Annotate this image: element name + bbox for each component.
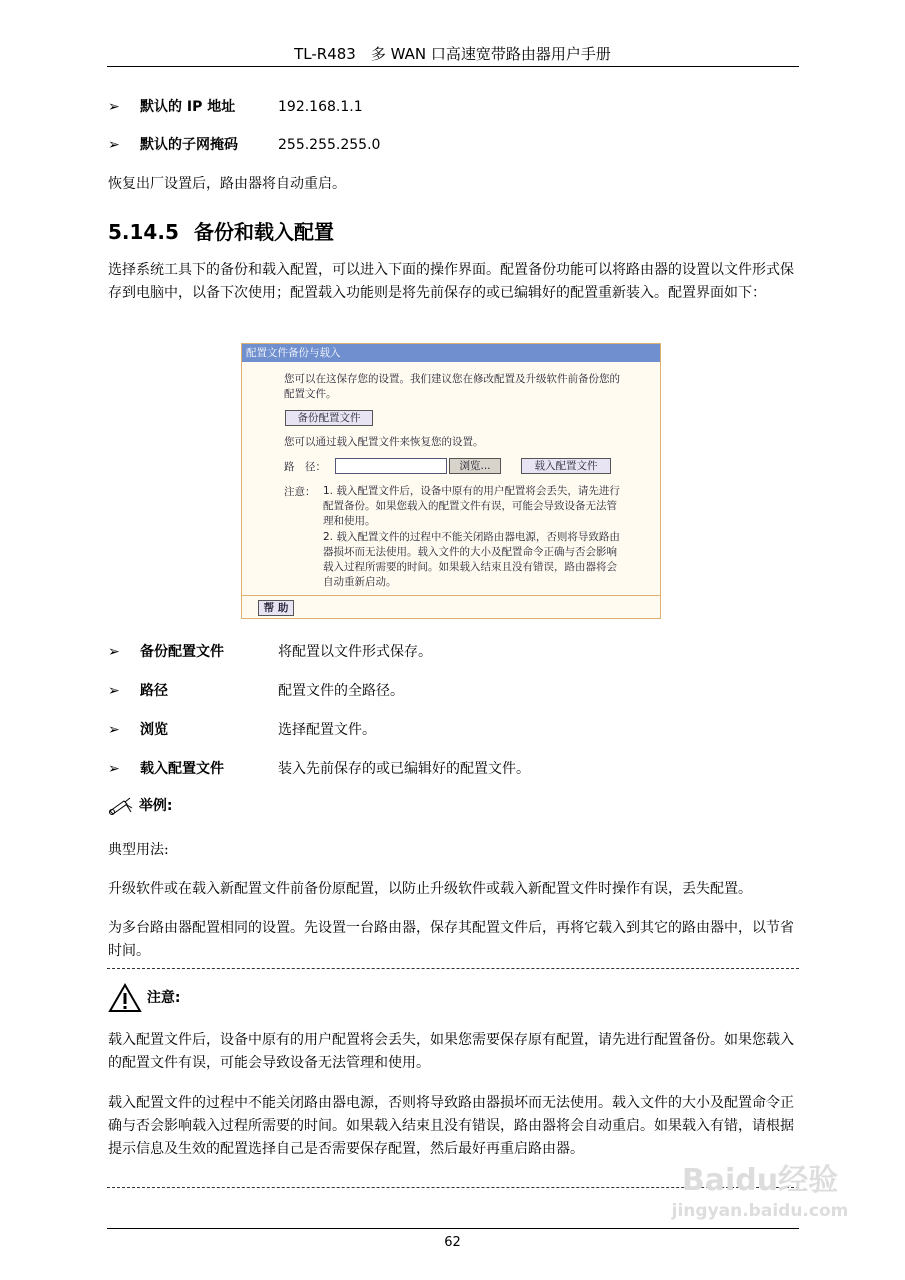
note-2: 2. 载入配置文件的过程中不能关闭路由器电源，否则将导致路由器损坏而无法使用。载入文件的大小及配置命令正确与否会影响载入过程所需要的时间。如果载入结束且没有错误，路由器将会自动重新启动。 bbox=[323, 531, 620, 588]
note-1: 1. 载入配置文件后，设备中原有的用户配置将会丢失，请先进行配置备份。如果您载入的配置文件有误，可能会导致设备无法管理和使用。 bbox=[323, 485, 620, 527]
load-config-button[interactable]: 载入配置文件 bbox=[521, 458, 611, 474]
page-header: TL-R483 多 WAN 口高速宽带路由器用户手册 bbox=[294, 45, 611, 63]
default-mask: ➢ 默认的子网掩码 255.255.255.0 bbox=[108, 137, 381, 153]
dialog-title: 配置文件备份与载入 bbox=[242, 344, 660, 362]
item-browse: ➢ 浏览 选择配置文件。 bbox=[108, 722, 376, 738]
scroll-pen-icon bbox=[108, 796, 134, 816]
notice-heading: 注意: bbox=[108, 983, 180, 1013]
dialog-footer-rule bbox=[242, 595, 660, 596]
example-para-1: 升级软件或在载入新配置文件前备份原配置，以防止升级软件或载入新配置文件时操作有误，丢失配置。 bbox=[108, 881, 752, 897]
backup-description: 您可以在这保存您的设置。我们建议您在修改配置及升级软件前备份您的配置文件。 bbox=[284, 373, 620, 400]
restore-description: 您可以通过载入配置文件来恢复您的设置。 bbox=[284, 436, 484, 448]
backup-restore-dialog bbox=[241, 343, 661, 619]
warning-icon bbox=[108, 983, 142, 1013]
path-input[interactable] bbox=[335, 458, 447, 474]
browse-button[interactable]: 浏览... bbox=[449, 458, 501, 474]
footer-rule bbox=[107, 1228, 799, 1229]
backup-config-button[interactable]: 备份配置文件 bbox=[285, 410, 373, 426]
notice-para-2: 载入配置文件的过程中不能关闭路由器电源，否则将导致路由器损坏而无法使用。载入文件的大小及配置命令正确与否会影响载入过程所需要的时间。如果载入结束且没有错误，路由器将会自动重启。如果载入有错，请根据提示信息及生效的配置选择自己是否需要保存配置，然后最好再重启路由器。 bbox=[108, 1095, 794, 1157]
help-button[interactable]: 帮 助 bbox=[258, 600, 294, 616]
dashed-divider bbox=[107, 968, 799, 969]
path-label: 路 径： bbox=[284, 461, 326, 473]
item-path: ➢ 路径 配置文件的全路径。 bbox=[108, 683, 404, 699]
example-heading: 举例: bbox=[108, 795, 172, 816]
page-number: 62 bbox=[444, 1235, 461, 1250]
note-label: 注意： bbox=[284, 486, 316, 498]
default-ip: ➢ 默认的 IP 地址 192.168.1.1 bbox=[108, 99, 363, 115]
watermark: Baidu经验 jingyan.baidu.com bbox=[671, 1163, 849, 1221]
item-backup: ➢ 备份配置文件 将配置以文件形式保存。 bbox=[108, 644, 432, 660]
restore-note: 恢复出厂设置后，路由器将自动重启。 bbox=[108, 176, 346, 192]
notice-para-1: 载入配置文件后，设备中原有的用户配置将会丢失，如果您需要保存原有配置，请先进行配置备份。如果您载入的配置文件有误，可能会导致设备无法管理和使用。 bbox=[108, 1032, 794, 1071]
intro-paragraph: 选择系统工具下的备份和载入配置，可以进入下面的操作界面。配置备份功能可以将路由器的设置以文件形式保存到电脑中，以备下次使用；配置载入功能则是将先前保存的或已编辑好的配置重新装入。配置界面如下： bbox=[108, 262, 794, 301]
header-rule bbox=[107, 66, 799, 67]
usage-label: 典型用法: bbox=[108, 842, 169, 858]
item-load: ➢ 载入配置文件 装入先前保存的或已编辑好的配置文件。 bbox=[108, 761, 530, 777]
section-heading: 5.14.5 备份和载入配置 bbox=[108, 220, 334, 244]
example-para-2: 为多台路由器配置相同的设置。先设置一台路由器，保存其配置文件后，再将它载入到其它的路由器中，以节省时间。 bbox=[108, 920, 794, 959]
